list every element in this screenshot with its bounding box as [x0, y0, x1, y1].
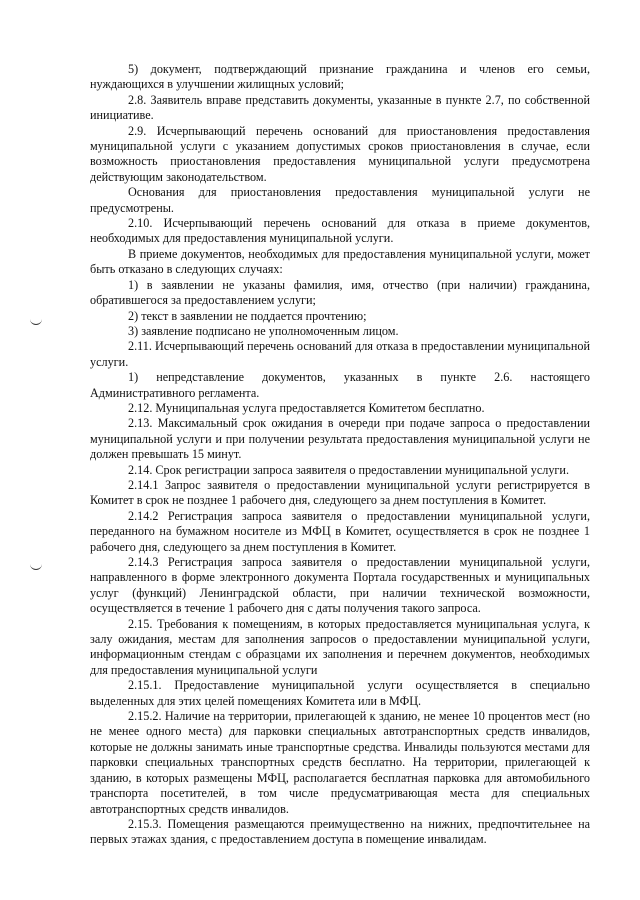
paragraph-2-13: 2.13. Максимальный срок ожидания в очереди при подаче запроса о предоставлении муниципальной услуги и при получении результата предоставления муниципальной услуги не должен превышать 15 минут.	[90, 416, 590, 462]
paragraph-2-11-item-1: 1) непредставление документов, указанных в пункте 2.6. настоящего Административного регламента.	[90, 370, 590, 400]
scan-margin-mark	[30, 563, 42, 570]
paragraph-refusal-3: 3) заявление подписано не уполномоченным лицом.	[128, 323, 399, 338]
paragraph-2-14-1: 2.14.1 Запрос заявителя о предоставлении муниципальной услуги регистрируется в Комитет в срок не позднее 1 рабочего дня, следующего за днем поступления в Комитет.	[90, 477, 590, 508]
paragraph-refusal-2: 2) текст в заявлении не поддается прочтению;	[128, 308, 367, 323]
paragraph-refusal-1: 1) в заявлении не указаны фамилия, имя, отчество (при наличии) гражданина, обратившегося за предоставлением услуги;	[90, 277, 590, 308]
paragraph-2-14: 2.14. Срок регистрации запроса заявителя о предоставлении муниципальной услуги.	[128, 462, 570, 477]
paragraph-2-15-3: 2.15.3. Помещения размещаются преимущественно на нижних, предпочтительнее на первых этажах здания, с предоставлением доступа в помещение инвалидам.	[90, 816, 590, 847]
paragraph-2-14-2: 2.14.2 Регистрация запроса заявителя о предоставлении муниципальной услуги, переданного на бумажном носителе из МФЦ в Комитет, осуществляется в срок не позднее 1 рабочего дня, следующего за днем поступления в Комитет.	[90, 508, 590, 554]
paragraph-suspension-grounds: Основания для приостановления предоставления муниципальной услуги не предусмотрены.	[90, 185, 590, 215]
paragraph-2-15-2: 2.15.2. Наличие на территории, прилегающей к зданию, не менее 10 процентов мест (но не менее одного места) для парковки специальных автотранспортных средств инвалидов, которые не должны занимать иные транспортные средства. Инвалиды пользуются местами для парковки специальных транспортных средств бесплатно. На территории, прилегающей к зданию, в которых размещены МФЦ, располагается бесплатная парковка для автомобильного транспорта посетителей, в том числе предусматривающая места для специальных автотранспортных средств инвалидов.	[90, 709, 590, 816]
paragraph-item-5: 5) документ, подтверждающий признание гражданина и членов его семьи, нуждающихся в улучшении жилищных условий;	[90, 62, 590, 92]
paragraph-refusal-cases: В приеме документов, необходимых для предоставления муниципальной услуги, может быть отказано в следующих случаях:	[90, 246, 590, 277]
paragraph-2-12: 2.12. Муниципальная услуга предоставляется Комитетом бесплатно.	[128, 400, 485, 415]
paragraph-2-15-1: 2.15.1. Предоставление муниципальной услуги осуществляется в специально выделенных для этих целей помещениях Комитета или в МФЦ.	[90, 678, 590, 708]
paragraph-2-9: 2.9. Исчерпывающий перечень оснований для приостановления предоставления муниципальной услуги с указанием допустимых сроков приостановления в случае, если возможность приостановления предоставления муниципальной услуги предусмотрена действующим законодательством.	[90, 123, 590, 184]
scan-margin-mark	[30, 318, 42, 325]
paragraph-2-15: 2.15. Требования к помещениям, в которых предоставляется муниципальная услуга, к залу ожидания, местам для заполнения запросов о предоставлении муниципальной услуги, информационным стендам с образцами их заполнения и перечнем документов, необходимых для предоставления муниципальной услуги	[90, 616, 590, 677]
paragraph-2-14-3: 2.14.3 Регистрация запроса заявителя о предоставлении муниципальной услуги, направленного в форме электронного документа Портала государственных и муниципальных услуг (функций) Ленинградской области, при наличии технической возможности, осуществляется в течение 1 рабочего дня с даты получения такого запроса.	[90, 555, 590, 616]
paragraph-2-10: 2.10. Исчерпывающий перечень оснований для отказа в приеме документов, необходимых для предоставления муниципальной услуги.	[90, 216, 590, 246]
paragraph-2-11: 2.11. Исчерпывающий перечень оснований для отказа в предоставлении муниципальной услуги.	[90, 339, 590, 369]
document-page	[90, 62, 590, 848]
paragraph-2-8: 2.8. Заявитель вправе представить документы, указанные в пункте 2.7, по собственной инициативе.	[90, 92, 590, 123]
